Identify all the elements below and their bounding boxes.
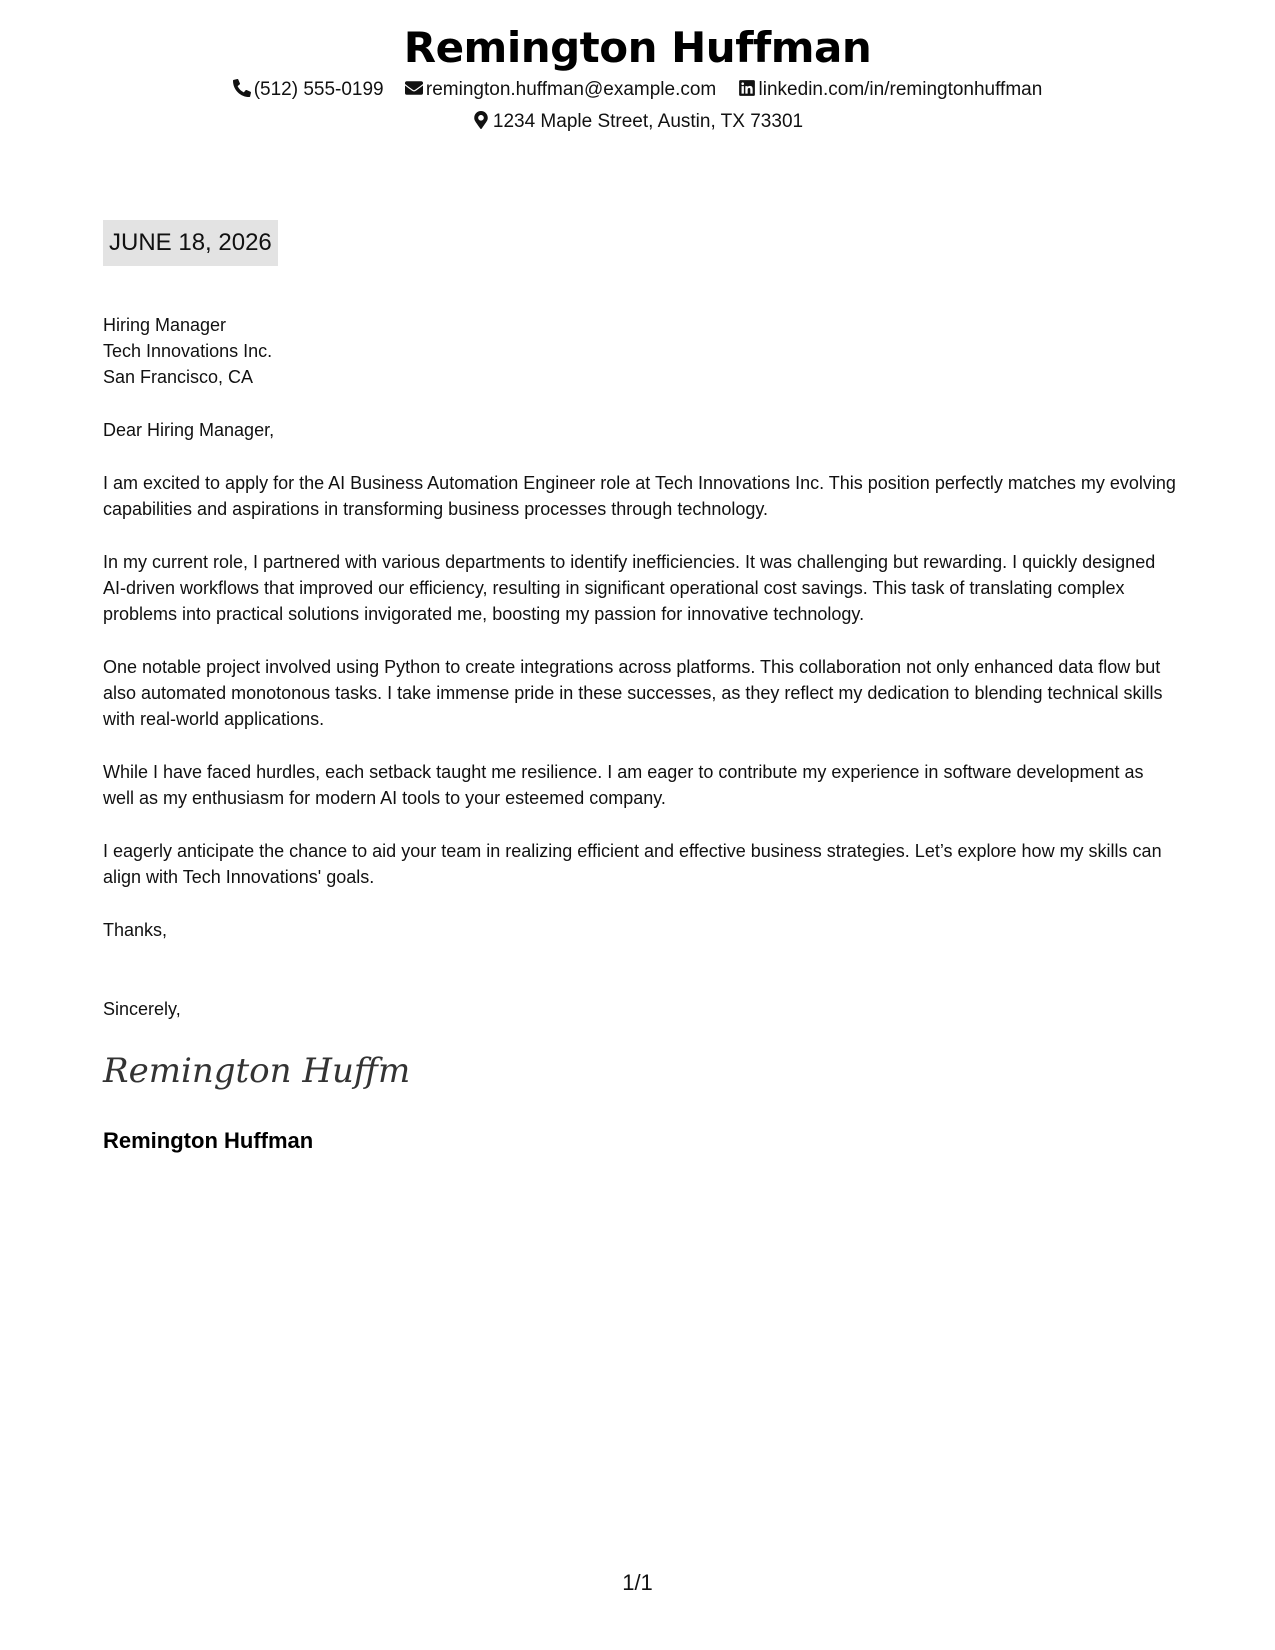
- body-paragraph-4: While I have faced hurdles, each setback taught me resilience. I am eager to contribute my experience in software development as well as my enthusiasm for modern AI tools to your esteemed company.: [103, 762, 1144, 808]
- contact-row-primary: [0, 74, 1275, 106]
- linkedin-url: linkedin.com/in/remingtonhuffman: [758, 79, 1043, 100]
- street-address: 1234 Maple Street, Austin, TX 73301: [492, 111, 804, 132]
- signed-name: Remington Huffman: [103, 1128, 314, 1153]
- map-marker-icon: [472, 111, 490, 129]
- body-paragraph-5: I eagerly anticipate the chance to aid your team in realizing efficient and effective business strategies. Let’s explore how my skills can align with Tech Innovations' goals.: [103, 841, 1162, 887]
- email-address: remington.huffman@example.com: [425, 79, 717, 100]
- salutation: Dear Hiring Manager,: [103, 420, 275, 440]
- recipient-title: Hiring Manager: [103, 315, 227, 335]
- page-number: 1/1: [622, 1570, 653, 1595]
- linkedin-icon: [738, 79, 756, 97]
- letter-header: [0, 22, 1275, 138]
- email-contact: [405, 74, 716, 106]
- phone-contact: [233, 74, 384, 106]
- phone-icon: [233, 79, 251, 97]
- recipient-location: San Francisco, CA: [103, 367, 254, 387]
- address-contact: [472, 106, 803, 138]
- sender-name: Remington Huffman: [403, 23, 872, 72]
- recipient-company: Tech Innovations Inc.: [103, 341, 273, 361]
- letter-date: JUNE 18, 2026: [103, 220, 278, 266]
- contact-row-address: [0, 106, 1275, 138]
- linkedin-contact: [738, 74, 1043, 106]
- body-paragraph-3: One notable project involved using Python to create integrations across platforms. This collaboration not only enhanced data flow but also automated monotonous tasks. I take immense pride in these successes, as they reflect my dedication to blending technical skills with real-world applications.: [103, 657, 1163, 729]
- phone-number: (512) 555-0199: [253, 79, 384, 100]
- envelope-icon: [405, 79, 423, 97]
- svg-text:Remington Huffm: Remington Huffm: [103, 1051, 411, 1091]
- body-paragraph-1: I am excited to apply for the AI Business Automation Engineer role at Tech Innovations Inc. This position perfectly matches my evolving capabilities and aspirations in transforming business processes through technology.: [103, 473, 1176, 519]
- letter-body: [103, 285, 1178, 1155]
- closing-sincerely: Sincerely,: [103, 999, 181, 1019]
- closing-thanks: Thanks,: [103, 920, 168, 940]
- body-paragraph-2: In my current role, I partnered with various departments to identify inefficiencies. It was challenging but rewarding. I quickly designed AI-driven workflows that improved our efficiency, resulting in significant operational cost savings. This task of translating complex problems into practical solutions invigorated me, boosting my passion for innovative technology.: [103, 552, 1156, 624]
- handwritten-signature: [103, 1040, 1178, 1107]
